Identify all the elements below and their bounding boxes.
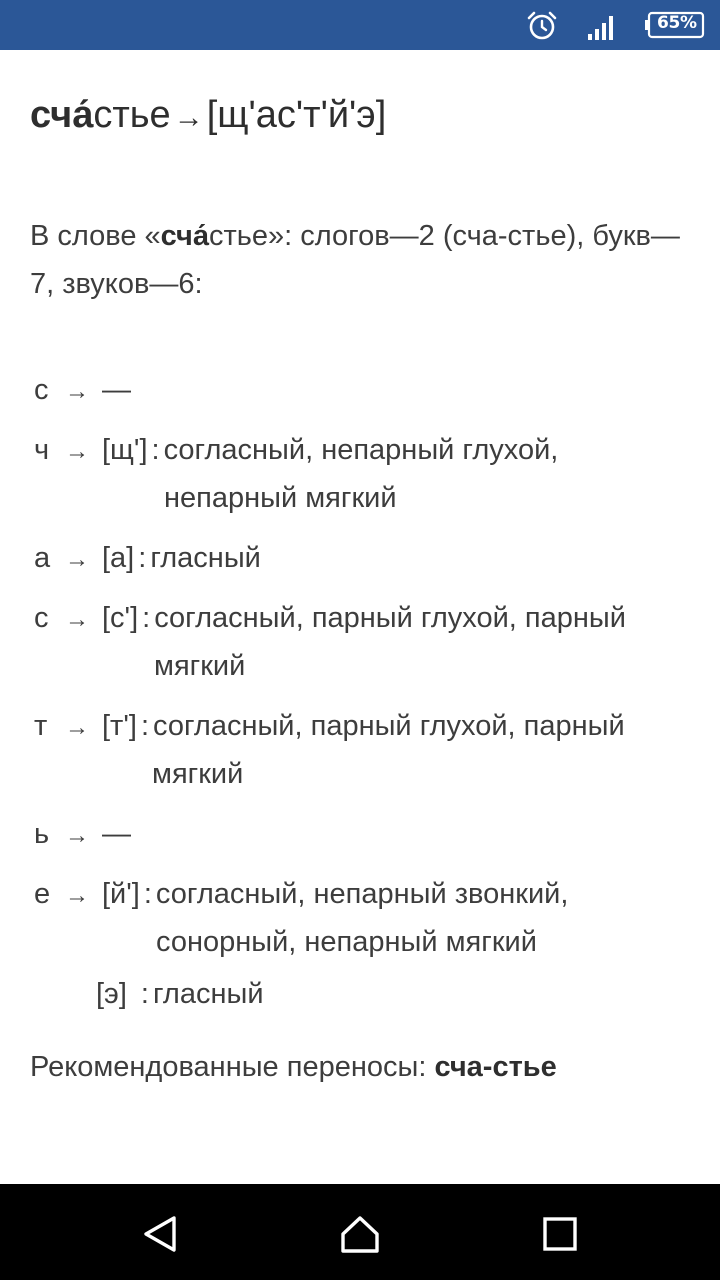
description-continued: мягкий (152, 758, 244, 790)
separator: : (143, 878, 152, 910)
summary-prefix: В слове « (30, 220, 161, 252)
description-continued: мягкий (154, 650, 246, 682)
alarm-icon (526, 10, 558, 42)
arrow: → (65, 378, 89, 405)
sound: — (102, 374, 131, 406)
letter: ь (34, 818, 50, 850)
separator: : (151, 434, 160, 466)
word-summary (30, 212, 700, 308)
hyphenation-value: сча-стье (434, 1051, 557, 1083)
sound: [т'] (102, 710, 137, 742)
back-icon[interactable] (138, 1212, 182, 1256)
arrow: → (65, 822, 89, 849)
description: согласный, парный глухой, парный (154, 602, 626, 634)
arrow: → (65, 714, 89, 741)
letter: а (34, 542, 51, 574)
hyphenation-label: Рекомендованные переносы: (30, 1051, 435, 1083)
summary-suffix: »: слогов—2 (сча-стье), букв—7, звуков—6: (30, 220, 680, 300)
word-stressed-part: сча́ (30, 94, 94, 136)
battery-percent: 65% (657, 13, 697, 33)
arrow: → (65, 882, 89, 909)
transcription: [щ'ас'т'й'э] (206, 94, 387, 136)
sound: — (102, 818, 131, 850)
letter-row (34, 426, 558, 476)
letter: с (34, 374, 49, 406)
sound: [с'] (102, 602, 139, 634)
sound: [щ'] (102, 434, 148, 466)
description: согласный, непарный звонкий, (155, 878, 569, 910)
arrow: → (65, 606, 89, 633)
recents-icon[interactable] (538, 1212, 582, 1256)
description: согласный, парный глухой, парный (153, 710, 625, 742)
hyphenation-line (30, 1051, 557, 1084)
navigation-bar (0, 1184, 720, 1280)
word-rest: стье (93, 94, 171, 136)
letter: е (34, 878, 51, 910)
letter-row (34, 366, 131, 416)
separator: : (142, 602, 151, 634)
description-continued: непарный мягкий (164, 482, 397, 514)
signal-icon (586, 10, 618, 42)
arrow: → (173, 101, 204, 134)
description: гласный (152, 978, 264, 1010)
sound: [й'] (102, 878, 140, 910)
summary-word-stressed: сча́ (160, 220, 210, 252)
summary-word-rest: стье (209, 220, 269, 252)
letter-row (34, 870, 568, 920)
letter: с (34, 602, 49, 634)
separator: : (138, 542, 147, 574)
letter: ч (34, 434, 50, 466)
sound: [э] (96, 978, 127, 1010)
separator: : (140, 978, 149, 1010)
letter: т (34, 710, 48, 742)
word-transcription-heading (30, 94, 386, 137)
home-icon[interactable] (338, 1212, 382, 1256)
description: гласный (150, 542, 261, 574)
arrow: → (65, 546, 89, 573)
description-continued: сонорный, непарный мягкий (156, 926, 537, 958)
separator: : (140, 710, 149, 742)
arrow: → (65, 438, 89, 465)
letter-row (34, 810, 131, 860)
letter-row (34, 594, 626, 644)
content-area (0, 50, 720, 1184)
status-bar (0, 0, 720, 50)
letter-row (34, 534, 261, 584)
sound: [а] (102, 542, 135, 574)
letter-row (34, 702, 625, 752)
letter-row (96, 970, 264, 1018)
description: согласный, непарный глухой, (163, 434, 559, 466)
